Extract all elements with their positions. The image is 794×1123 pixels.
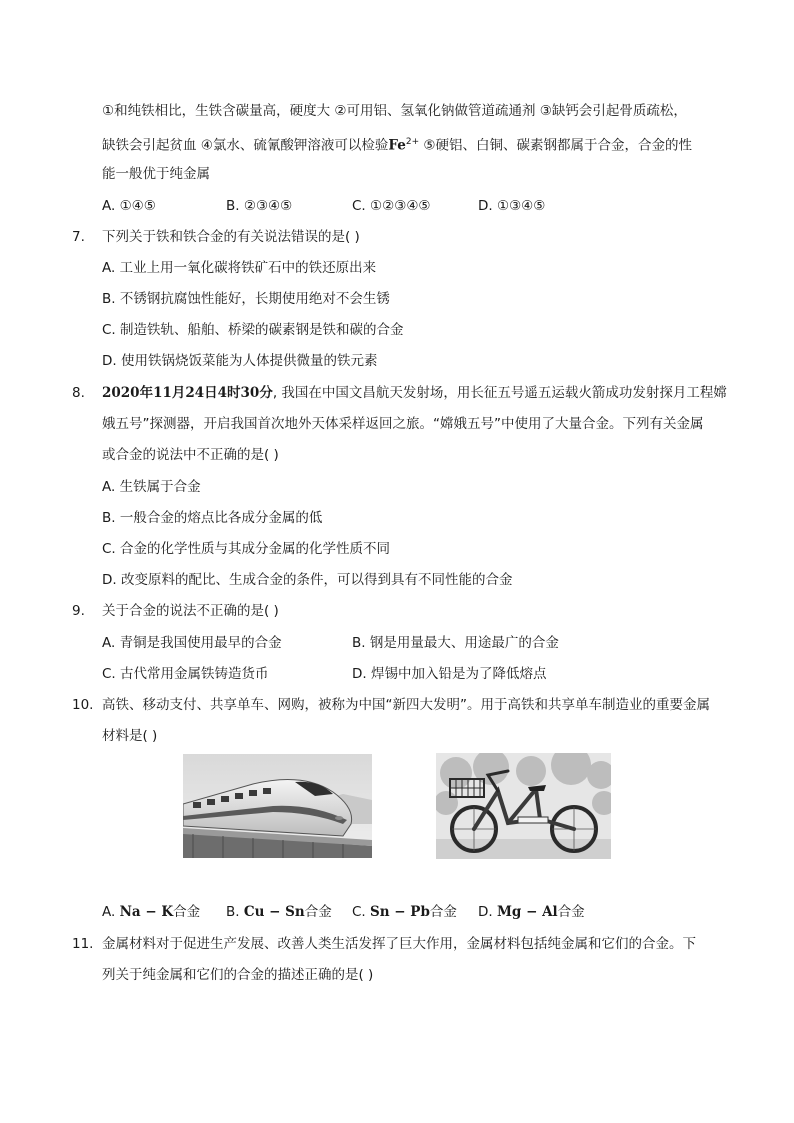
q9-option-b[interactable]: B. 钢是用量最大、用途最广的合金 <box>352 635 559 651</box>
q9-option-c[interactable]: C. 古代常用金属铁铸造货币 <box>102 666 269 682</box>
q10-option-b[interactable] <box>226 902 332 922</box>
q10-option-a-formula: Na − K <box>119 904 174 920</box>
q7-option-b[interactable]: B. 不锈钢抗腐蚀性能好，长期使用绝对不会生锈 <box>102 291 390 307</box>
high-speed-train-image <box>183 754 372 858</box>
q11-stem-line-2: 列关于纯金属和它们的合金的描述正确的是( ) <box>102 967 374 983</box>
q6-statement-line-2a: 缺铁会引起贫血 ④氯水、硫氰酸钾溶液可以检验 <box>102 137 389 154</box>
q8-option-b[interactable]: B. 一般合金的熔点比各成分金属的低 <box>102 510 323 526</box>
q11-stem-line-1: 金属材料对于促进生产发展、改善人类生活发挥了巨大作用，金属材料包括纯金属和它们的合金。下 <box>102 936 696 952</box>
q6-option-c[interactable]: C. ①②③④⑤ <box>352 198 431 214</box>
q6-statement-line-3: 能一般优于纯金属 <box>102 166 210 182</box>
q6-statement-line-2b: ⑤硬铝、白铜、碳素钢都属于合金，合金的性 <box>419 137 693 154</box>
q8-stem-line-1 <box>102 383 727 403</box>
q10-option-d-label: D. <box>478 904 497 920</box>
q11-number: 11. <box>72 936 94 952</box>
q10-option-c-formula: Sn − Pb <box>370 904 430 920</box>
q8-stem-line-2: 娥五号”探测器，开启我国首次地外天体采样返回之旅。“嫦娥五号”中使用了大量合金。下列有关金属 <box>102 416 704 432</box>
q8-option-c[interactable]: C. 合金的化学性质与其成分金属的化学性质不同 <box>102 541 391 557</box>
q8-stem-line-3: 或合金的说法中不正确的是( ) <box>102 447 279 463</box>
q6-statement-line-2 <box>102 132 692 156</box>
q10-option-c-label: C. <box>352 904 371 920</box>
q6-option-b[interactable]: B. ②③④⑤ <box>226 198 293 214</box>
q8-stem-line-1-text: , 我国在中国文昌航天发射场，用长征五号遥五运载火箭成功发射探月工程嫦 <box>272 385 727 401</box>
q8-option-d[interactable]: D. 改变原料的配比、生成合金的条件，可以得到具有不同性能的合金 <box>102 572 513 588</box>
q10-option-c[interactable] <box>352 902 457 922</box>
fe-ion-charge: 2+ <box>405 137 420 147</box>
q8-number: 8. <box>72 385 85 401</box>
q10-option-b-label: B. <box>226 904 244 920</box>
q7-option-a[interactable]: A. 工业上用一氧化碳将铁矿石中的铁还原出来 <box>102 260 377 276</box>
q6-option-d[interactable]: D. ①③④⑤ <box>478 198 546 214</box>
q7-option-c[interactable]: C. 制造铁轨、船舶、桥梁的碳素钢是铁和碳的合金 <box>102 322 404 338</box>
fe-ion-formula: Fe <box>388 137 406 154</box>
q10-option-d-formula: Mg − Al <box>496 904 558 920</box>
q10-stem-line-1: 高铁、移动支付、共享单车、网购，被称为中国“新四大发明”。用于高铁和共享单车制造业的重要金属 <box>102 697 710 713</box>
q7-number: 7. <box>72 229 85 245</box>
q10-option-a[interactable] <box>102 902 200 922</box>
q10-option-b-formula: Cu − Sn <box>243 904 305 920</box>
q7-stem: 下列关于铁和铁合金的有关说法错误的是( ) <box>102 229 360 245</box>
q9-number: 9. <box>72 603 85 619</box>
q10-option-c-suffix: 合金 <box>429 904 457 920</box>
q10-option-b-suffix: 合金 <box>304 904 332 920</box>
q10-number: 10. <box>72 697 94 713</box>
q10-option-a-label: A. <box>102 904 120 920</box>
q8-option-a[interactable]: A. 生铁属于合金 <box>102 479 201 495</box>
q9-stem: 关于合金的说法不正确的是( ) <box>102 603 279 619</box>
q10-option-d-suffix: 合金 <box>557 904 585 920</box>
q10-option-d[interactable] <box>478 902 585 922</box>
q8-date: 2020年11月24日4时30分 <box>102 385 273 401</box>
q9-option-a[interactable]: A. 青铜是我国使用最早的合金 <box>102 635 282 651</box>
q10-option-a-suffix: 合金 <box>173 904 201 920</box>
q9-option-d[interactable]: D. 焊锡中加入铅是为了降低熔点 <box>352 666 547 682</box>
q6-option-a[interactable]: A. ①④⑤ <box>102 198 156 214</box>
q7-option-d[interactable]: D. 使用铁锅烧饭菜能为人体提供微量的铁元素 <box>102 353 378 369</box>
shared-bicycle-image <box>436 753 611 859</box>
q10-stem-line-2: 材料是( ) <box>102 728 158 744</box>
q6-statement-line-1: ①和纯铁相比，生铁含碳量高，硬度大 ②可用铝、氢氧化钠做管道疏通剂 ③缺钙会引起骨质疏松， <box>102 103 687 119</box>
